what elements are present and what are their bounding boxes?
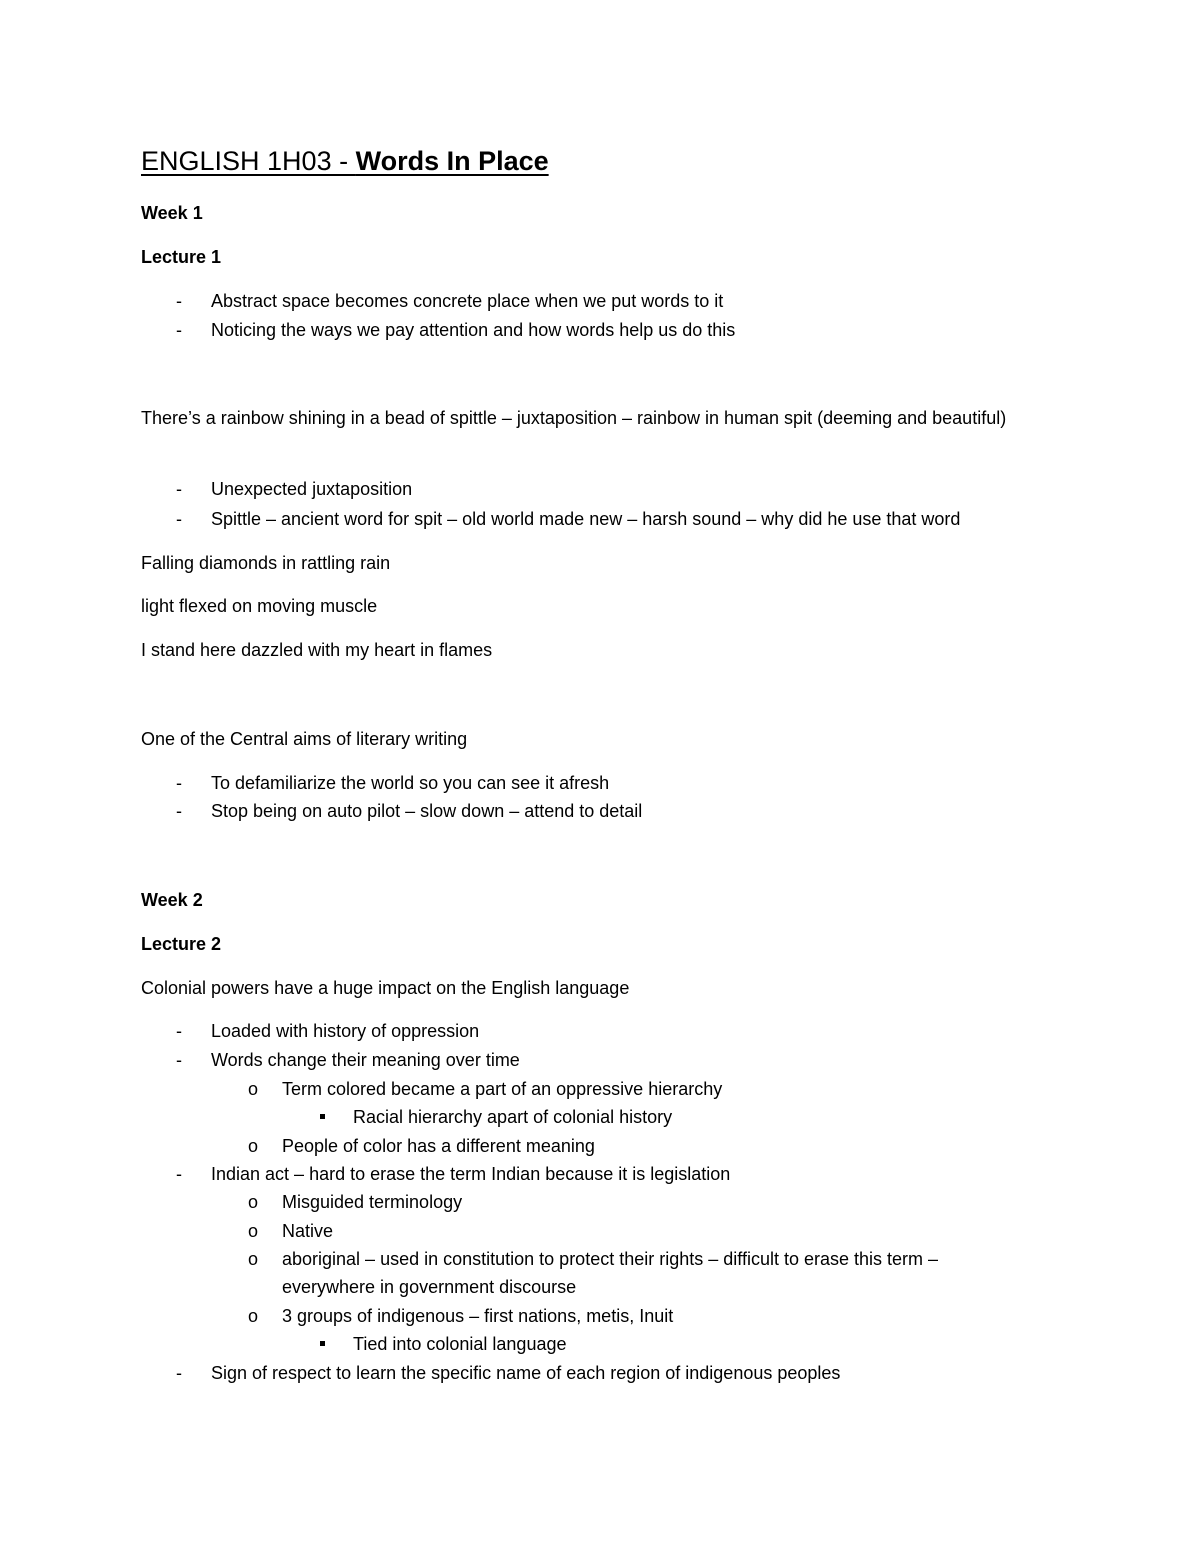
bullet-circle: o: [248, 1221, 259, 1241]
bullet-circle: o: [248, 1249, 259, 1269]
list-item: aboriginal – used in constitution to protect their rights – difficult to erase this term –: [282, 1249, 939, 1269]
list-item: Racial hierarchy apart of colonial history: [353, 1107, 673, 1127]
list-item-continuation: everywhere in government discourse: [282, 1277, 577, 1297]
paragraph: One of the Central aims of literary writing: [141, 729, 468, 749]
title-bold: Words In Place: [355, 146, 549, 176]
list-item: Spittle – ancient word for spit – old world made new – harsh sound – why did he use that word: [211, 509, 961, 529]
poem-line: light flexed on moving muscle: [141, 596, 378, 616]
list-item: Sign of respect to learn the specific name of each region of indigenous peoples: [211, 1363, 841, 1383]
bullet-dash: -: [176, 773, 182, 793]
list-item: Words change their meaning over time: [211, 1050, 520, 1070]
list-item: Stop being on auto pilot – slow down – attend to detail: [211, 801, 643, 821]
lecture-1-heading: Lecture 1: [141, 247, 222, 267]
paragraph: Colonial powers have a huge impact on the English language: [141, 978, 630, 998]
list-item: Loaded with history of oppression: [211, 1021, 480, 1041]
lecture-2-heading: Lecture 2: [141, 934, 222, 954]
list-item: 3 groups of indigenous – first nations, metis, Inuit: [282, 1306, 674, 1326]
list-item: Misguided terminology: [282, 1192, 463, 1212]
bullet-dash: -: [176, 801, 182, 821]
bullet-square-icon: [320, 1114, 325, 1119]
list-item: People of color has a different meaning: [282, 1136, 595, 1156]
list-item: Noticing the ways we pay attention and how words help us do this: [211, 320, 736, 340]
bullet-dash: -: [176, 1050, 182, 1070]
bullet-dash: -: [176, 320, 182, 340]
bullet-square-icon: [320, 1341, 325, 1346]
bullet-dash: -: [176, 1021, 182, 1041]
poem-line: I stand here dazzled with my heart in flames: [141, 640, 493, 660]
week-1-heading: Week 1: [141, 203, 203, 223]
bullet-circle: o: [248, 1079, 259, 1099]
list-item: Abstract space becomes concrete place when we put words to it: [211, 291, 724, 311]
bullet-dash: -: [176, 1363, 182, 1383]
bullet-dash: -: [176, 291, 182, 311]
title-main: ENGLISH 1H03 -: [141, 146, 356, 176]
bullet-circle: o: [248, 1136, 259, 1156]
poem-line: Falling diamonds in rattling rain: [141, 553, 391, 573]
bullet-dash: -: [176, 479, 182, 499]
bullet-circle: o: [248, 1306, 259, 1326]
bullet-dash: -: [176, 509, 182, 529]
list-item: Unexpected juxtaposition: [211, 479, 413, 499]
list-item: To defamiliarize the world so you can see it afresh: [211, 773, 610, 793]
list-item: Indian act – hard to erase the term Indian because it is legislation: [211, 1164, 731, 1184]
paragraph: There’s a rainbow shining in a bead of spittle – juxtaposition – rainbow in human spit (deeming and beautiful): [141, 408, 1007, 428]
list-item: Native: [282, 1221, 334, 1241]
bullet-dash: -: [176, 1164, 182, 1184]
document-title: [141, 143, 549, 179]
list-item: Tied into colonial language: [353, 1334, 567, 1354]
week-2-heading: Week 2: [141, 890, 203, 910]
list-item: Term colored became a part of an oppressive hierarchy: [282, 1079, 723, 1099]
bullet-circle: o: [248, 1192, 259, 1212]
